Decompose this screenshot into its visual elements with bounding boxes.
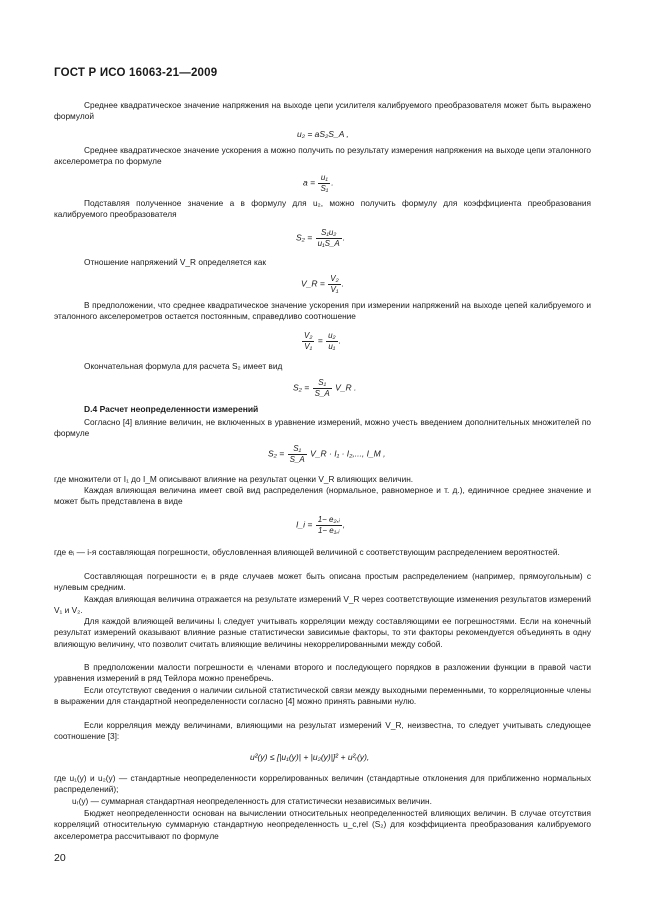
eq3-fraction <box>316 228 342 248</box>
eq5-denominator-left: V₁ <box>304 341 313 351</box>
eq8-numerator: 1− e₂,ᵢ <box>317 515 340 524</box>
eq3-numerator: S₁u₂ <box>316 228 342 239</box>
eq4-numerator: V₂ <box>330 274 339 283</box>
eq4-fraction <box>328 274 340 294</box>
equation-9: u²(y) ≤ [|u₁(y)| + |u₂(y)|]² + u²ᵣ(y), <box>250 752 370 762</box>
equation-6 <box>293 378 356 398</box>
paragraph-14: В предположении малости погрешности eᵢ членами второго и последующего порядков в разложении функции в правой части уравнения измерений в ряд Тейлора можно пренебречь. <box>54 662 591 684</box>
document-header: ГОСТ Р ИСО 16063-21—2009 <box>54 67 218 79</box>
paragraph-9: Каждая влияющая величина имеет свой вид распределения (нормальное, равномерное и т. д.), единичное среднее значение и может быть представлена в виде <box>54 485 591 507</box>
paragraph-16: Если корреляция между величинами, влияющими на результат измерений V_R, неизвестна, то следует учитывать следующее соотношение [3]: <box>54 720 591 742</box>
eq5-equals: = <box>317 335 323 346</box>
eq8-denominator: 1− e₁,ᵢ <box>317 525 340 535</box>
eq8-lhs: I_i = <box>296 519 313 530</box>
equation-3: S₂ = $\frac{\text{S₁u₂}}{\text{u₁S\_A}}$ . <box>296 228 346 248</box>
paragraph-15: Если отсутствуют сведения о наличии сильной статистической связи между выходными переменными, то корреляционные члены в выражении для стандартной неопределенности согласно [4] можно принять равными нулю. <box>54 685 591 707</box>
eq7-lhs: S₂ = <box>268 448 285 459</box>
paragraph-18: uᵣ(y) — суммарная стандартная неопределенность для статистически независимых величин. <box>72 796 432 806</box>
paragraph-12: Каждая влияющая величина отражается на результате измерений V_R через соответствующие изменения результатов измерений V₁ и V₂. <box>54 594 591 616</box>
equation-2: a = $\frac{\text{u₁}}{\text{S₁}}$ . <box>303 173 334 193</box>
equation-8: I_i = $\frac{\text{1− e₂,ᵢ}}{\text{1− e₁,ᵢ}}$ , <box>296 515 346 535</box>
paragraph-7: Согласно [4] влияние величин, не включенных в уравнение измерений, можно учесть введением дополнительных множителей по формуле <box>54 417 591 439</box>
eq2-lhs: a = <box>303 177 316 188</box>
equation-1: u₂ = aS₂S_A , <box>297 129 349 139</box>
eq6-denominator: S_A <box>314 388 330 398</box>
eq2-numerator: u₁ <box>318 173 330 184</box>
paragraph-2: Среднее квадратическое значение ускорения a можно получить по результату измерения напряжения на выходе цепи эталонного акселерометра по формуле <box>54 145 591 167</box>
eq6-fraction <box>313 378 332 398</box>
paragraph-13: Для каждой влияющей величины Iᵢ следует учитывать корреляции между составляющими ее погрешностями. Если на конечный результат измерений оказывают влияние разные статистически зависимые факторы, то эти факторы рекомендуется объединять в одну влияющую величину, что позволит считать влияющие величины некоррелированными между собой. <box>54 616 591 649</box>
eq8-fraction <box>316 515 342 535</box>
eq7-denominator: S_A <box>289 454 305 464</box>
eq4-lhs: V_R = <box>301 278 325 289</box>
paragraph-17: где u₁(y) и u₂(y) — стандартные неопределенности коррелированных величин (стандартные отклонения для приближенно нормальных распределений); <box>54 773 591 795</box>
eq6-lhs: S₂ = <box>293 382 310 393</box>
eq7-numerator: S₁ <box>288 444 307 455</box>
page-number: 20 <box>54 852 66 864</box>
eq4-denominator: V₁ <box>330 284 339 294</box>
eq5-fraction-left <box>302 331 314 351</box>
eq6-rhs: V_R . <box>335 382 357 393</box>
paragraph-3: Подставляя полученное значение a в формулу для u₂, можно получить формулу для коэффициента преобразования калибруемого преобразователя <box>54 198 591 220</box>
eq3-lhs: S₂ = <box>296 232 313 243</box>
eq6-numerator: S₁ <box>313 378 332 389</box>
eq5-numerator-right: u₂ <box>328 331 336 340</box>
eq7-fraction <box>288 444 307 464</box>
paragraph-19: Бюджет неопределенности основан на вычислении относительных неопределенностей влияющих величин. В случае отсутствия корреляций относительную суммарную стандартную неопределенность u_c,rel (S₂) для коэффициента преобразования калибруемого акселерометра рассчитывают по формуле <box>54 808 591 841</box>
paragraph-5: В предположении, что среднее квадратическое значение ускорения при измерении напряжений на выходе цепей калибруемого и эталонного акселерометров остается постоянным, справедливо соотношение <box>54 300 591 322</box>
paragraph-11: Составляющая погрешности eᵢ в ряде случаев может быть описана простым распределением (например, прямоугольным) с нулевым средним. <box>54 571 591 593</box>
paragraph-1: Среднее квадратическое значение напряжения на выходе цепи усилителя калибруемого преобразователя может быть выражено формулой <box>54 100 591 122</box>
eq5-fraction-right <box>326 331 338 351</box>
equation-5: $\frac{\text{V₂}}{\text{V₁}}$ = $\frac{\text{u₂}}{\text{u₁}}$ . <box>304 331 341 351</box>
eq7-rhs: V_R · I₁ · I₂,..., I_M , <box>310 448 386 459</box>
paragraph-4: Отношение напряжений V_R определяется как <box>84 257 267 267</box>
equation-7 <box>268 444 385 464</box>
section-heading-d4: D.4 Расчет неопределенности измерений <box>84 404 259 414</box>
eq2-fraction <box>318 173 330 193</box>
paragraph-8: где множители от I₁ до I_M описывают влияние на результат оценки V_R влияющих величин. <box>54 474 414 484</box>
eq3-denominator: u₁S_A <box>317 238 340 248</box>
paragraph-10: где eᵢ — i-я составляющая погрешности, обусловленная влияющей величиной с соответствующим распределением вероятностей. <box>54 547 560 557</box>
paragraph-6: Окончательная формула для расчета S₂ имеет вид <box>84 361 283 371</box>
equation-4: V_R = $\frac{\text{V₂}}{\text{V₁}}$ . <box>301 274 345 294</box>
eq5-numerator-left: V₂ <box>304 331 313 340</box>
eq2-denominator: S₁ <box>320 183 329 193</box>
eq5-denominator-right: u₁ <box>328 341 336 351</box>
